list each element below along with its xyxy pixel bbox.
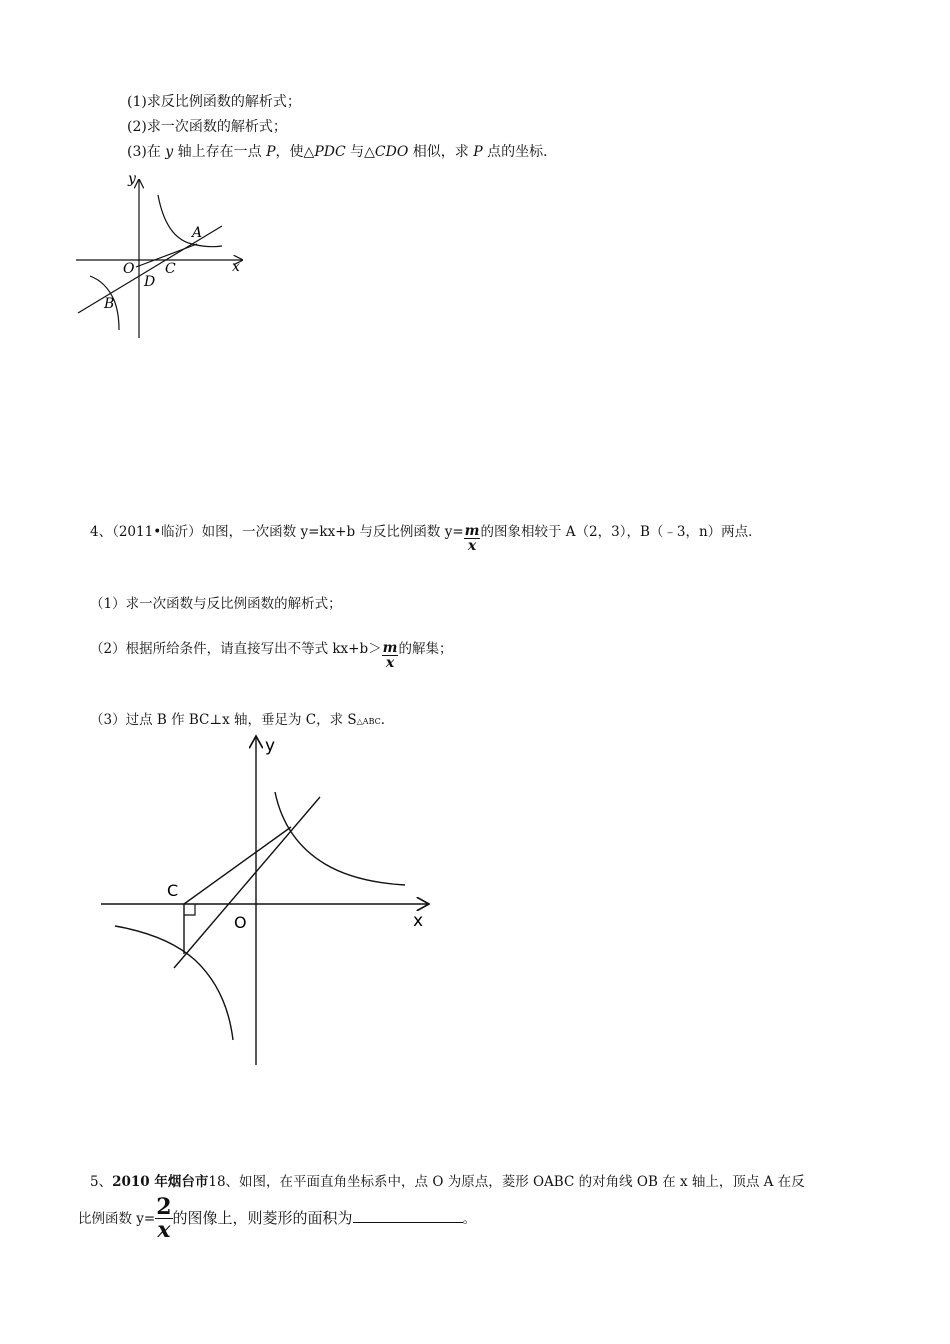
subscript-abc: △ABC [356, 717, 381, 726]
point-a-label: A [192, 225, 203, 241]
fraction-numerator: 2 [156, 1194, 172, 1220]
text-part: 在 [146, 144, 166, 160]
item-number: (3) [127, 144, 147, 160]
text-part: 相似，求 [408, 144, 474, 160]
var-p: P [266, 144, 276, 160]
q5-line-2 [78, 1194, 477, 1243]
q4-stem [90, 520, 762, 553]
text-part: 轴上存在一点 [173, 144, 267, 160]
q4-part-1: （1）求一次函数与反比例函数的解析式； [90, 596, 342, 612]
line-ab [174, 797, 320, 968]
part-text: 的解集； [398, 641, 453, 657]
var-pdc: PDC [314, 144, 346, 160]
fraction-m-over-x [382, 641, 399, 670]
var-y: y [165, 144, 174, 160]
fraction-numerator: m [464, 523, 480, 539]
x-label: x [413, 911, 424, 931]
answer-blank[interactable] [353, 1208, 463, 1223]
question-text: 18、如图，在平面直角坐标系中，点 O 为原点，菱形 OABC 的对角线 OB 在 x 轴上，顶点 A 在反 [208, 1174, 805, 1190]
q4-part-3 [90, 708, 394, 728]
q3-item-2 [127, 117, 287, 137]
part-text: （3）过点 B 作 BC⊥x 轴，垂足为 C，求 S [90, 712, 357, 728]
text-part: 点的坐标． [482, 144, 558, 160]
q3-figure [70, 170, 255, 345]
question-number: 5、 [90, 1174, 113, 1190]
fraction-denominator: x [157, 1217, 171, 1243]
part-text: （2）根据所给条件，请直接写出不等式 kx+b＞ [90, 641, 382, 657]
fraction-denominator: x [467, 538, 477, 554]
var-p: P [473, 144, 483, 160]
stem-text: 的图象相较于 A（2，3），B（﹣3，n）两点． [480, 524, 762, 540]
point-c-label: C [167, 881, 179, 900]
question-text: 比例函数 y= [78, 1211, 156, 1227]
line-ca [184, 827, 291, 904]
hyperbola-branch-1 [275, 792, 405, 885]
stem-text: 4、（2011•临沂）如图，一次函数 y=kx+b 与反比例函数 y= [90, 524, 464, 540]
q5-line-1 [90, 1170, 805, 1190]
q3-item-3 [127, 142, 557, 162]
fraction-m-over-x [464, 524, 481, 553]
item-text: 求一次函数的解析式； [146, 119, 287, 135]
right-angle-mark [184, 904, 195, 915]
q3-item-1 [127, 92, 301, 112]
hyperbola-branch-1 [158, 195, 222, 247]
point-c-label: C [165, 261, 176, 277]
text-part: 与△ [345, 144, 375, 160]
text-part: ，使△ [275, 144, 315, 160]
question-text: 。 [462, 1211, 477, 1227]
origin-label: O [234, 913, 247, 932]
hyperbola-branch-2 [115, 926, 233, 1040]
item-number: (1) [127, 94, 147, 110]
fraction-numerator: m [382, 640, 398, 656]
fraction-denominator: x [385, 655, 395, 671]
fraction-2-over-x [155, 1196, 172, 1241]
q4-part-2 [90, 637, 452, 670]
origin-label: O [123, 261, 135, 277]
item-text: 求反比例函数的解析式； [146, 94, 301, 110]
y-label: y [265, 736, 276, 756]
part-text: ． [380, 712, 395, 728]
point-d-label: D [144, 274, 156, 290]
source-label: 2010 年烟台市 [112, 1174, 209, 1190]
x-label: x [232, 259, 240, 275]
point-b-label: B [104, 296, 115, 312]
q4-figure [95, 730, 445, 1070]
item-number: (2) [127, 119, 147, 135]
question-text: 的图像上，则菱形的面积为 [172, 1209, 353, 1227]
var-cdo: CDO [374, 144, 409, 160]
y-label: y [128, 171, 136, 187]
